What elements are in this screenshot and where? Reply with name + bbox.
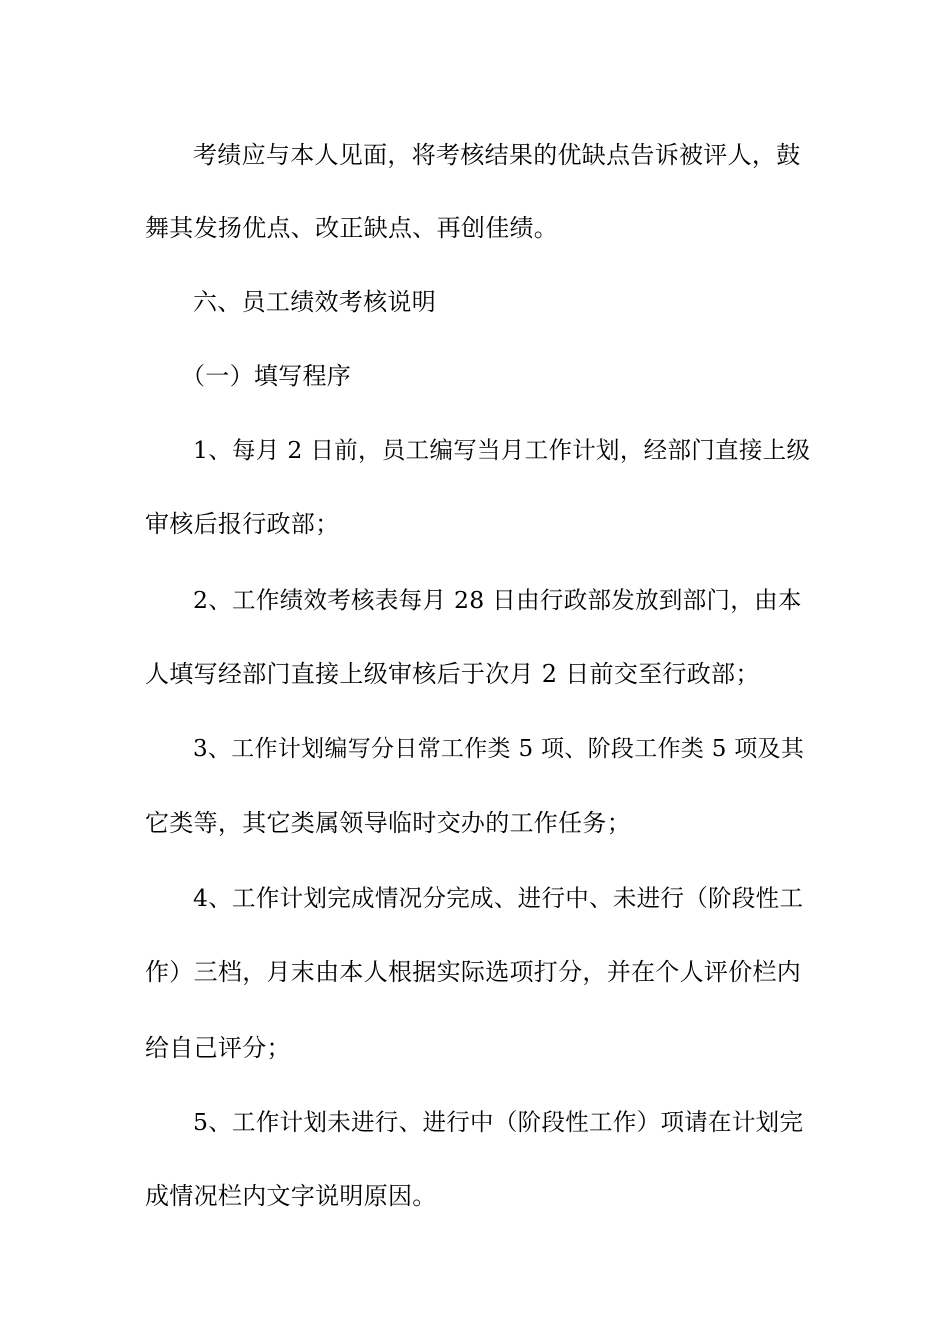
paragraph-line: 考绩应与本人见面，将考核结果的优缺点告诉被评人，鼓: [193, 141, 801, 169]
list-item-line: 给自己评分；: [145, 1034, 291, 1062]
list-item-line: 审核后报行政部；: [145, 510, 340, 538]
list-item-line: 3、工作计划编写分日常工作类 5 项、阶段工作类 5 项及其: [193, 736, 805, 762]
list-item-line: 4、工作计划完成情况分完成、进行中、未进行（阶段性工: [193, 884, 804, 912]
list-item-line: 它类等，其它类属领导临时交办的工作任务；: [145, 809, 631, 837]
list-item-line: 1、每月 2 日前，员工编写当月工作计划，经部门直接上级: [193, 436, 811, 464]
paragraph-line: 舞其发扬优点、改正缺点、再创佳绩。: [145, 214, 559, 242]
list-item-line: 人填写经部门直接上级审核后于次月 2 日前交至行政部；: [145, 660, 760, 688]
list-item-line: 作）三档，月末由本人根据实际选项打分，并在个人评价栏内: [145, 958, 802, 986]
subsection-heading: （一）填写程序: [181, 362, 352, 390]
list-item-line: 5、工作计划未进行、进行中（阶段性工作）项请在计划完: [193, 1108, 804, 1136]
list-item-line: 成情况栏内文字说明原因。: [145, 1182, 437, 1210]
section-heading: 六、员工绩效考核说明: [193, 288, 436, 316]
list-item-line: 2、工作绩效考核表每月 28 日由行政部发放到部门，由本: [193, 586, 802, 614]
